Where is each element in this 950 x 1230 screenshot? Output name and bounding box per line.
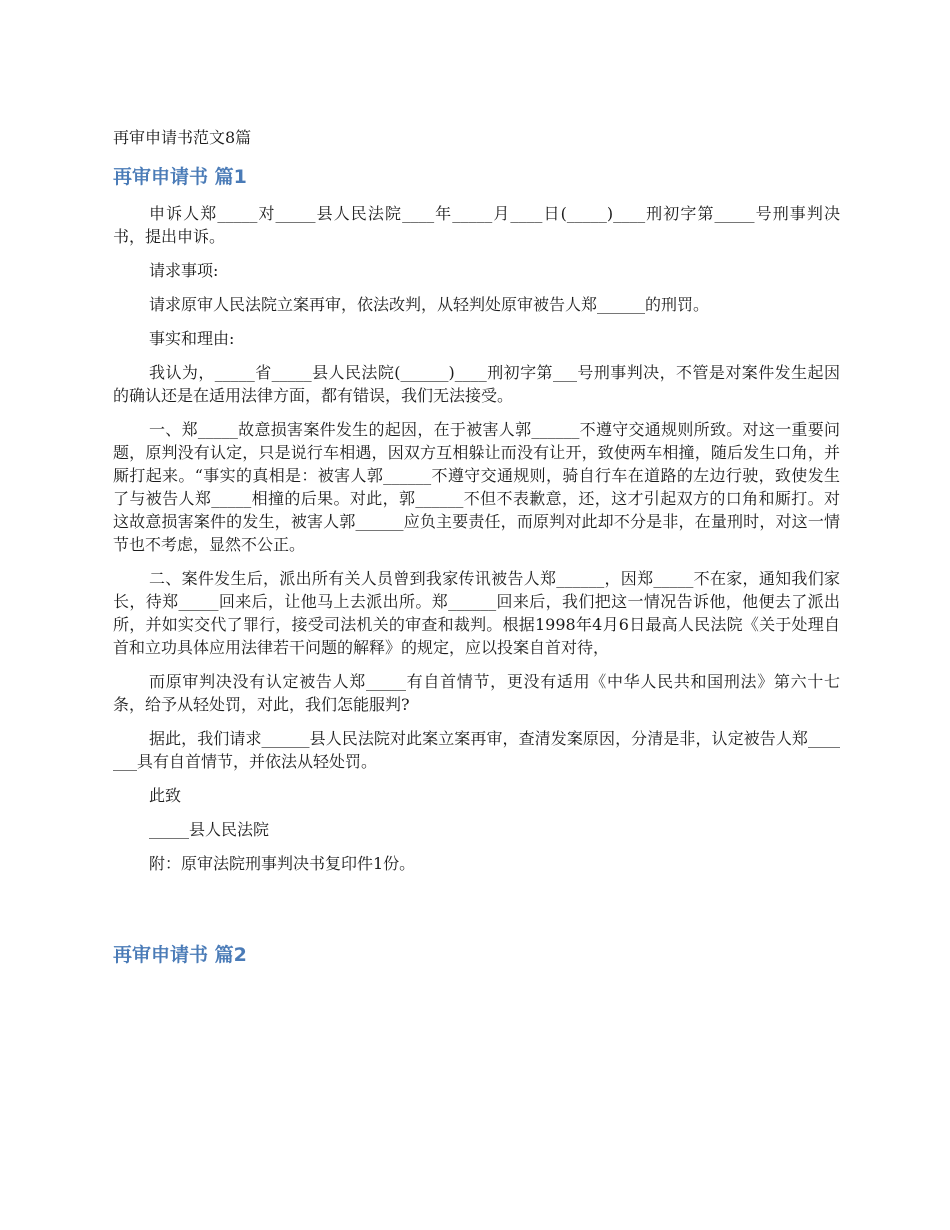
paragraph-reason-1: 一、郑_____故意损害案件发生的起因，在于被害人郭______不遵守交通规则所致。对这一重要问题，原判没有认定，只是说行车相遇，因双方互相躲让而没有让开，致使两车相撞，随后发生口角，并厮打起来。“事实的真相是：被害人郭______不遵守交通规则，骑自行车在道路的左边行驶，致使发生了与被告人郑_____相撞的后果。对此，郭______不但不表歉意，还，这才引起双方的口角和厮打。对这故意损害案件的发生，被害人郭______应负主要责任，而原判对此却不分是非，在量刑时，对这一情节也不考虑，显然不公正。 <box>113 420 840 554</box>
paragraph-recipient: _____县人民法院 <box>149 820 270 839</box>
paragraph-request-label: 请求事项: <box>149 261 219 280</box>
document-title: 再审申请书范文8篇 <box>113 128 252 147</box>
paragraph-attachment: 附：原审法院刑事判决书复印件1份。 <box>149 854 416 873</box>
paragraph-conclusion: 据此，我们请求______县人民法院对此案立案再审，查清发案原因，分清是非，认定被告人郑_______具有自首情节，并依法从轻处罚。 <box>113 729 840 771</box>
section-heading-1: 再审申请书 篇1 <box>113 166 247 188</box>
paragraph-reason-2-cont: 而原审判决没有认定被告人郑_____有自首情节，更没有适用《中华人民共和国刑法》第六十七条，给予从轻处罚，对此，我们怎能服判? <box>113 672 840 714</box>
paragraph-appeal-intro: 申诉人郑_____对_____县人民法院____年_____月____日(_____)____刑初字第_____号刑事判决书，提出申诉。 <box>113 204 840 246</box>
paragraph-request: 请求原审人民法院立案再审，依法改判，从轻判处原审被告人郑______的刑罚。 <box>149 295 710 314</box>
section-heading-2: 再审申请书 篇2 <box>113 944 247 966</box>
paragraph-reason-2: 二、案件发生后，派出所有关人员曾到我家传讯被告人郑______，因郑_____不在家，通知我们家长，待郑_____回来后，让他马上去派出所。郑______回来后，我们把这一情况告诉他，他便去了派出所，并如实交代了罪行，接受司法机关的审查和裁判。根据1998年4月6日最高人民法院《关于处理自首和立功具体应用法律若干问题的解释》的规定，应以投案自首对待， <box>113 569 840 657</box>
paragraph-facts-label: 事实和理由: <box>149 329 235 348</box>
section-1-body <box>113 202 840 886</box>
paragraph-opinion: 我认为，_____省_____县人民法院(______)____刑初字第___号刑事判决，不管是对案件发生起因的确认还是在适用法律方面，都有错误，我们无法接受。 <box>113 363 840 405</box>
paragraph-salutation: 此致 <box>149 786 182 805</box>
